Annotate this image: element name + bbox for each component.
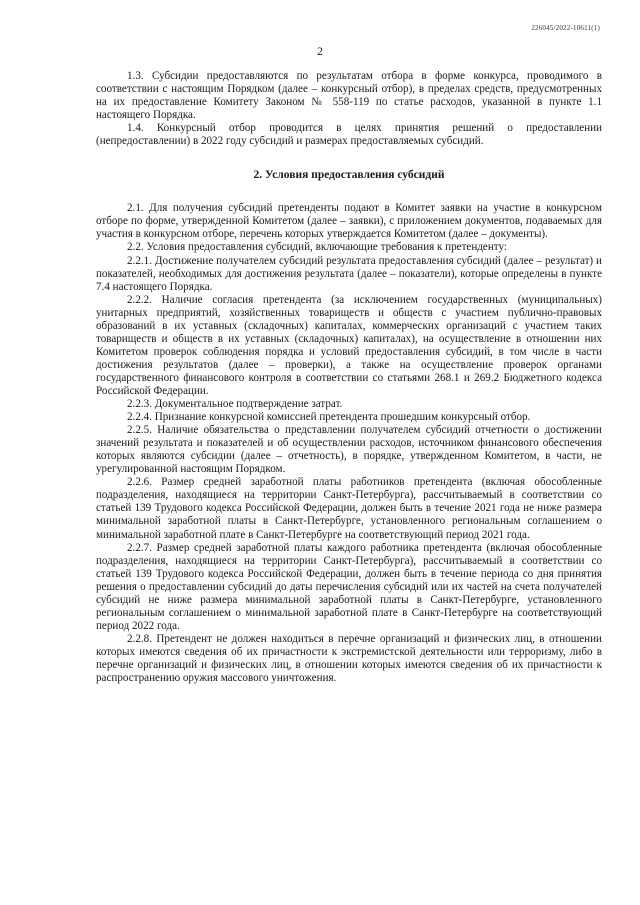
paragraph-2-2-5: 2.2.5. Наличие обязательства о представлении получателем субсидий отчетности о достижении значений результата и показателей и об осуществлении расходов, источником финансового обеспечения которых являются субсидии (далее – отчетность), в порядке, утвержденном Комитетом, в части, не урегулированной настоящим Порядком. (96, 424, 602, 476)
document-body (96, 70, 602, 685)
paragraph-2-2-6: 2.2.6. Размер средней заработной платы работников претендента (включая обособленные подразделения, находящиеся на территории Санкт-Петербурга), рассчитываемый в соответствии со статьей 139 Трудового кодекса Российской Федерации, должен быть в течение 2021 года не ниже размера минимальной заработной платы в Санкт-Петербурге, установленного региональным соглашением о минимальной заработной плате в Санкт-Петербурге на соответствующий период 2021 года. (96, 476, 602, 541)
paragraph-2-2-1: 2.2.1. Достижение получателем субсидий результата предоставления субсидий (далее – результат) и показателей, необходимых для достижения результата (далее – показатели), которые определены в пункте 7.4 настоящего Порядка. (96, 254, 602, 293)
paragraph-1-4: 1.4. Конкурсный отбор проводится в целях принятия решений о предоставлении (непредоставлении) в 2022 году субсидий и размерах предоставляемых субсидий. (96, 122, 602, 148)
paragraph-2-2-3: 2.2.3. Документальное подтверждение затрат. (127, 398, 343, 411)
paragraph-1-3: 1.3. Субсидии предоставляются по результатам отбора в форме конкурса, проводимого в соответствии с настоящим Порядком (далее – конкурсный отбор), в пределах средств, предусмотренных на их предоставление Комитету Законом № 558-119 по статье расходов, указанной в пункте 1.1 настоящего Порядка. (96, 70, 602, 122)
paragraph-2-2-2: 2.2.2. Наличие согласия претендента (за исключением государственных (муниципальных) унитарных предприятий, хозяйственных товариществ и обществ с участием публично-правовых образований в их уставных (складочных) капиталах, коммерческих организаций с участием таких товариществ и обществ в их уставных (складочных) капиталах), на осуществление в отношении них Комитетом проверок соблюдения порядка и условий предоставления субсидий, в том числе в части достижения результатов (далее – проверки), а также на осуществление проверок органами государственного финансового контроля в соответствии со статьями 268.1 и 269.2 Бюджетного кодекса Российской Федерации. (96, 293, 602, 397)
paragraph-2-2: 2.2. Условия предоставления субсидий, включающие требования к претенденту: (127, 241, 507, 254)
document-id: 226045/2022-10611(1) (531, 24, 600, 32)
paragraph-2-2-8: 2.2.8. Претендент не должен находиться в перечне организаций и физических лиц, в отношении которых имеются сведения об их причастности к экстремистской деятельности или терроризму, либо в перечне организаций и физических лиц, в отношении которых имеются сведения об их причастности к распространению оружия массового уничтожения. (96, 632, 602, 685)
page-number: 2 (317, 44, 323, 58)
section-heading: 2. Условия предоставления субсидий (253, 169, 445, 182)
paragraph-2-1: 2.1. Для получения субсидий претенденты подают в Комитет заявки на участие в конкурсном отборе по форме, утвержденной Комитетом (далее – заявки), с приложением документов, подаваемых для участия в конкурсном отборе, перечень которых утверждается Комитетом (далее – документы). (96, 202, 602, 241)
paragraph-2-2-4: 2.2.4. Признание конкурсной комиссией претендента прошедшим конкурсный отбор. (127, 411, 531, 424)
paragraph-2-2-7: 2.2.7. Размер средней заработной платы каждого работника претендента (включая обособленные подразделения, находящиеся на территории Санкт-Петербурга), рассчитываемый в соответствии со статьей 139 Трудового кодекса Российской Федерации, должен быть в течение периода со дня принятия решения о предоставлении субсидий до даты перечисления субсидий или их частей на счета получателей субсидий не ниже размера минимальной заработной платы в Санкт-Петербурге, установленного региональным соглашением о минимальной заработной плате в Санкт-Петербурге на соответствующий период 2022 года. (96, 541, 602, 632)
